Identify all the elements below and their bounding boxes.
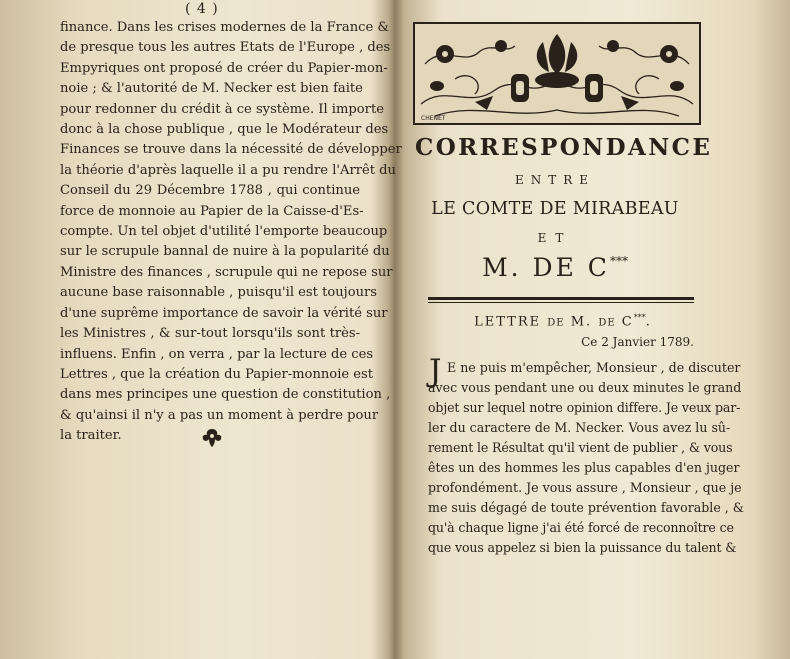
text-line: de presque tous les autres Etats de l'Europe , des (60, 40, 391, 56)
text-line: donc à la chose publique , que le Modérateur des (60, 122, 389, 138)
title-m-de-c-asterisks: *** (609, 254, 628, 268)
text-line: compte. Un tel objet d'utilité l'emporte beaucoup (60, 224, 388, 240)
title-comte-de-mirabeau: LE COMTE DE MIRABEAU (431, 199, 679, 219)
text-line: objet sur lequel notre opinion differe. Je veux par- (428, 400, 741, 415)
letter-heading-asterisks: *** (633, 313, 646, 322)
title-et: ET (537, 231, 573, 245)
text-line: influens. Enfin , on verra , par la lecture de ces (60, 346, 374, 362)
text-line: finance. Dans les crises modernes de la France & (60, 20, 390, 35)
text-line: Empyriques ont proposé de créer du Papier-mon- (60, 60, 388, 76)
title-rule-thick (428, 297, 694, 300)
text-line: aucune base raisonnable , puisqu'il est toujours (60, 285, 377, 301)
text-line: force de monnoie au Papier de la Caisse-d'Es- (60, 203, 364, 219)
text-line: d'une suprême importance de savoir la vérité sur (60, 305, 388, 321)
text-line: sur le scrupule bannal de nuire à la popularité du (60, 244, 390, 260)
text-line: Conseil du 29 Décembre 1788 , qui continue (60, 183, 360, 199)
text-line: qu'à chaque ligne j'ai été forcé de reconnoître ce (428, 520, 734, 535)
title-m-de-c-main: M. DE C (482, 253, 610, 282)
text-line: les Ministres , & sur-tout lorsqu'ils sont très- (60, 326, 360, 342)
text-line: rement le Résultat qu'il vient de publier , & vous (428, 440, 733, 455)
title-m-de-c (415, 253, 695, 282)
text-line: que vous appelez si bien la puissance du talent & (428, 540, 737, 555)
title-correspondance: CORRESPONDANCE (415, 134, 713, 161)
vignette-engraving (415, 24, 699, 123)
text-line: me suis dégagé de toute prévention favorable , & (428, 500, 745, 515)
letter-heading-period: . (645, 314, 652, 330)
engraved-vignette (413, 22, 701, 125)
letter-heading-word: DE (547, 317, 565, 329)
letter-body (428, 353, 745, 558)
title-rule-thin (428, 302, 694, 303)
text-line: profondément. Je vous assure , Monsieur , que je (428, 480, 742, 495)
text-line: pour redonner du crédit à ce système. Il importe (60, 101, 384, 117)
engraver-signature: CHENET (421, 115, 446, 122)
letter-heading-word: LETTRE (474, 314, 542, 330)
drop-cap: J (429, 353, 442, 389)
fleuron-ornament-icon (201, 427, 223, 449)
text-line: E ne puis m'empêcher, Monsieur , de discuter (447, 360, 741, 375)
text-line: Lettres , que la création du Papier-monnoie est (60, 366, 374, 382)
page-number: ( 4 ) (185, 1, 219, 17)
left-page-text (60, 18, 402, 447)
letter-heading-word: DE (598, 317, 616, 329)
text-line: Finances se trouve dans la nécessité de développer (60, 142, 402, 158)
text-line: & qu'ainsi il n'y a pas un moment à perdre pour (60, 407, 379, 423)
text-line: noie ; & l'autorité de M. Necker est bien faite (60, 81, 363, 97)
letter-date: Ce 2 Janvier 1789. (581, 335, 694, 349)
letter-heading (432, 313, 694, 329)
letter-heading-word: M. (570, 314, 593, 330)
text-line: la théorie d'après laquelle il a pu rendre l'Arrêt du (60, 162, 396, 178)
text-line: dans mes principes une question de constitution , (60, 387, 391, 403)
letter-heading-word: C (621, 314, 634, 330)
text-line: êtes un des hommes les plus capables d'en juger (428, 460, 740, 475)
text-line: la traiter. (60, 428, 122, 444)
text-line: Ministre des finances , scrupule qui ne repose sur (60, 264, 393, 280)
text-line: ler du caractere de M. Necker. Vous avez lu sû- (428, 420, 731, 435)
title-entre: ENTRE (514, 173, 596, 187)
text-line: avec vous pendant une ou deux minutes le grand (428, 380, 742, 395)
